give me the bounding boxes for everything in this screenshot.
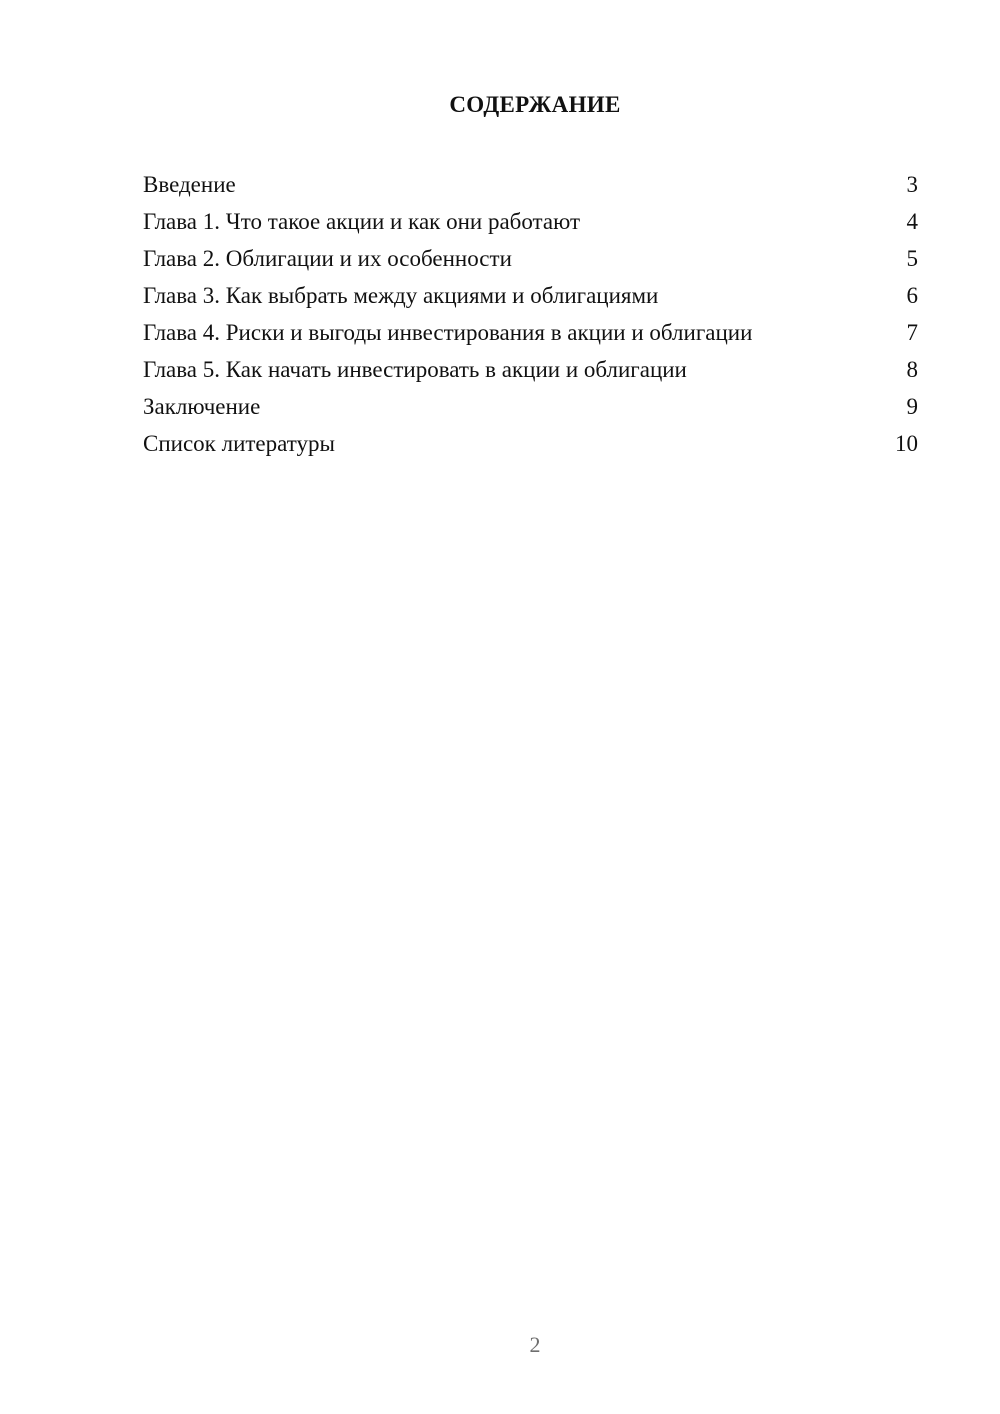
toc-item-label: Заключение <box>143 394 261 419</box>
toc-item-page: 9 <box>906 394 918 419</box>
toc-item-page: 7 <box>906 320 918 345</box>
toc-item-page: 3 <box>906 172 918 197</box>
toc-item-page: 10 <box>895 431 918 456</box>
toc-item-label: Глава 5. Как начать инвестировать в акции и облигации <box>143 357 687 382</box>
page-number: 2 <box>529 1332 541 1357</box>
toc-item-page: 4 <box>906 209 918 234</box>
toc-item-page: 5 <box>906 246 918 271</box>
toc-item-introduction[interactable] <box>143 168 918 205</box>
toc-item-label: Глава 1. Что такое акции и как они работают <box>143 209 581 234</box>
toc-item-conclusion[interactable] <box>143 390 918 427</box>
toc-item-chapter-2[interactable] <box>143 242 918 279</box>
toc-item-page: 6 <box>906 283 918 308</box>
toc-item-references[interactable] <box>143 427 918 464</box>
toc-item-label: Глава 2. Облигации и их особенности <box>143 246 512 271</box>
toc-title: СОДЕРЖАНИЕ <box>449 92 621 117</box>
toc-item-label: Список литературы <box>143 431 335 456</box>
toc-item-chapter-4[interactable] <box>143 316 918 353</box>
toc-item-page: 8 <box>906 357 918 382</box>
toc-item-label: Введение <box>143 172 236 197</box>
table-of-contents <box>143 168 918 464</box>
toc-item-chapter-1[interactable] <box>143 205 918 242</box>
toc-item-label: Глава 3. Как выбрать между акциями и облигациями <box>143 283 659 308</box>
toc-item-label: Глава 4. Риски и выгоды инвестирования в акции и облигации <box>143 320 753 345</box>
toc-item-chapter-5[interactable] <box>143 353 918 390</box>
toc-item-chapter-3[interactable] <box>143 279 918 316</box>
